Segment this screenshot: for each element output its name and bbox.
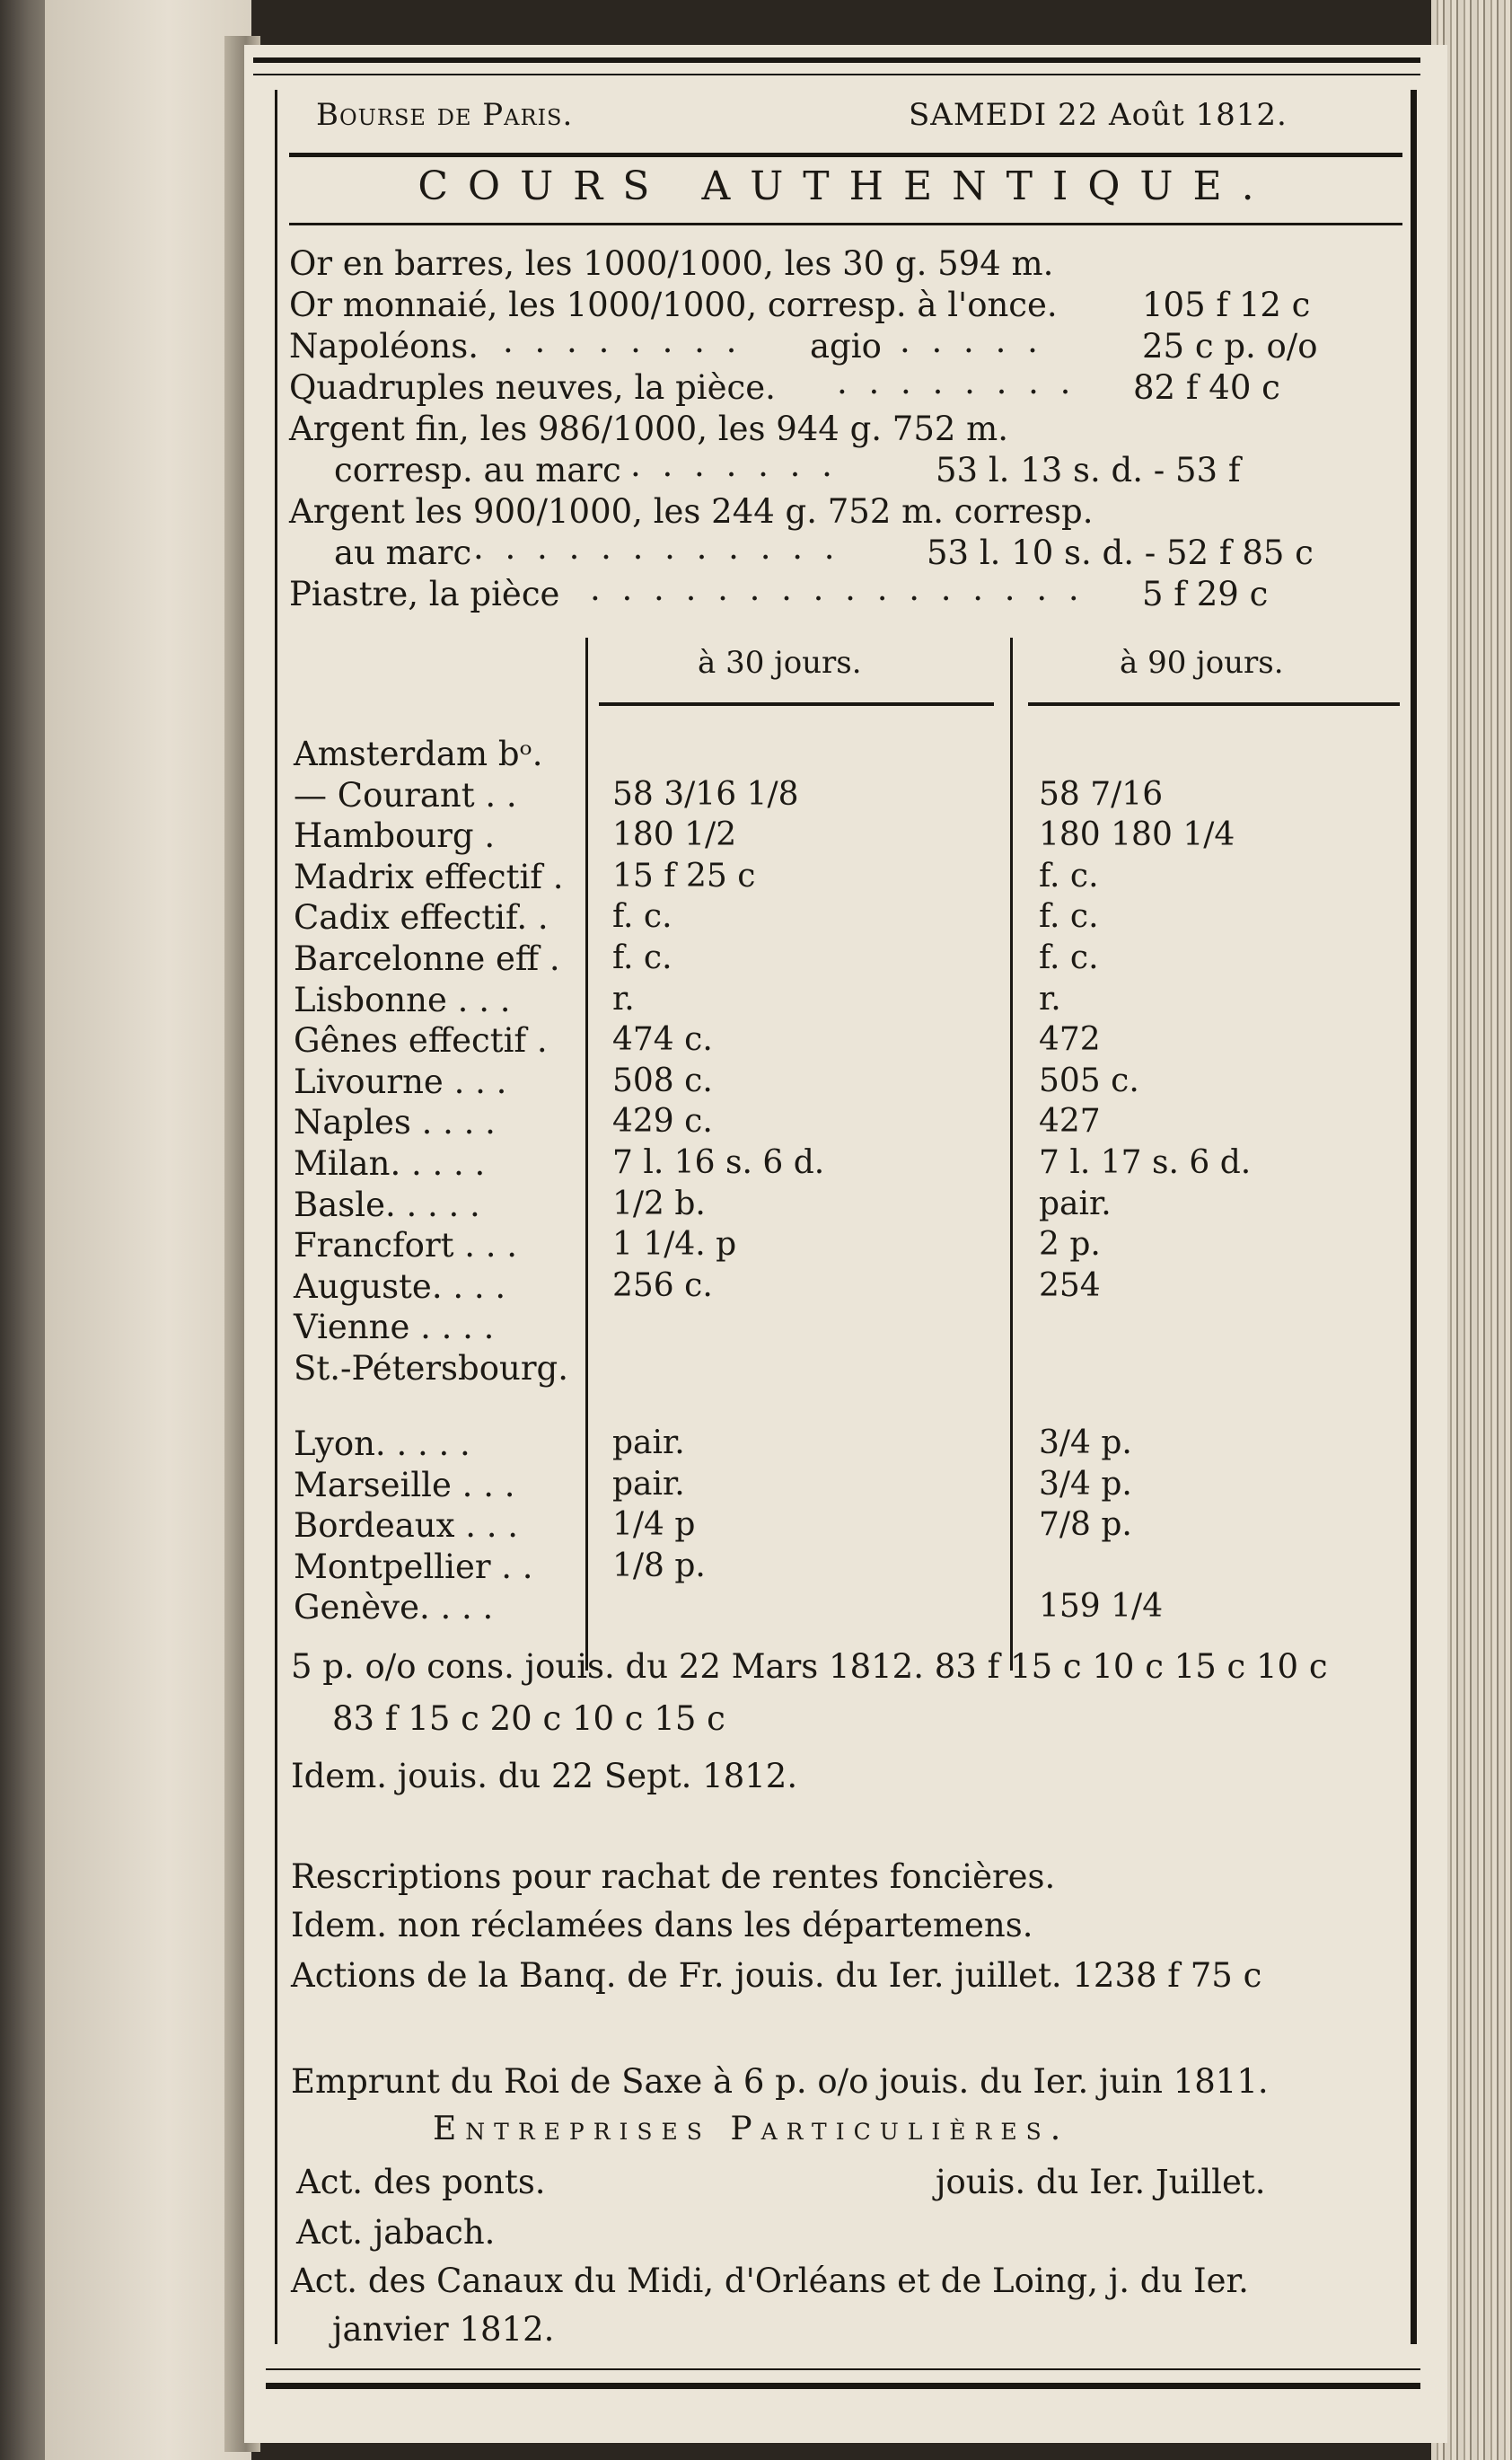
col-header-rule bbox=[1028, 702, 1400, 706]
rate-90-days: f. c. bbox=[1039, 898, 1099, 936]
rate-90-days: f. c. bbox=[1039, 857, 1099, 895]
exchange-city: Vienne . . . . bbox=[294, 1308, 495, 1347]
exchange-city: Madrix effectif . bbox=[294, 857, 564, 896]
leader-dots: . . . . . . . . bbox=[837, 363, 1077, 401]
exchange-city: Cadix effectif. . bbox=[294, 898, 549, 938]
header-rule bbox=[289, 153, 1402, 157]
metal-value: 53 l. 10 s. d. - 52 f 85 c bbox=[927, 533, 1314, 572]
rate-90-days: 7 l. 17 s. 6 d. bbox=[1039, 1144, 1252, 1181]
rate-90-days: 254 bbox=[1039, 1266, 1101, 1304]
rate-90-days: 3/4 p. bbox=[1039, 1424, 1132, 1461]
other-line: Actions de la Banq. de Fr. jouis. du Ier. juillet. 1238 f 75 c bbox=[291, 1956, 1262, 1995]
exchange-city: Livourne . . . bbox=[294, 1062, 507, 1101]
page-title: COURS AUTHENTIQUE. bbox=[418, 163, 1274, 209]
exchange-city: Hambourg . bbox=[294, 816, 496, 856]
page-content bbox=[244, 45, 1447, 2443]
other-line: Idem. non réclamées dans les départemens. bbox=[291, 1906, 1033, 1944]
metal-line: Napoléons. bbox=[289, 327, 479, 366]
document-page bbox=[244, 45, 1447, 2443]
exchange-city: Bordeaux . . . bbox=[294, 1506, 519, 1546]
rate-90-days: 180 180 1/4 bbox=[1039, 816, 1235, 854]
leader-dots: . . . . . . . . bbox=[503, 322, 743, 360]
col-header-rule bbox=[599, 702, 994, 706]
rentes-line: 5 p. o/o cons. jouis. du 22 Mars 1812. 83 f 15 c 10 c 15 c 10 c bbox=[291, 1647, 1328, 1686]
leader-dots: . . . . . . . . . . . . bbox=[473, 528, 840, 567]
header-date: SAMEDI 22 Août 1812. bbox=[909, 97, 1288, 133]
entreprise-date: jouis. du Ier. Juillet. bbox=[936, 2163, 1266, 2201]
exchange-city: Amsterdam bᵒ. bbox=[294, 735, 543, 773]
metal-line: corresp. au marc bbox=[334, 451, 621, 489]
exchange-city: Milan. . . . . bbox=[294, 1144, 486, 1183]
rate-30-days: 1/8 p. bbox=[612, 1547, 706, 1584]
metal-value: 105 f 12 c bbox=[1142, 286, 1311, 324]
table-divider-left bbox=[585, 638, 588, 1671]
exchange-city: Marseille . . . bbox=[294, 1465, 515, 1504]
rate-30-days: f. c. bbox=[612, 898, 672, 936]
rate-30-days: 58 3/16 1/8 bbox=[612, 775, 799, 813]
exchange-city: Gênes effectif . bbox=[294, 1021, 548, 1061]
metal-value: 5 f 29 c bbox=[1142, 575, 1269, 613]
metal-value: 53 l. 13 s. d. - 53 f bbox=[936, 451, 1241, 489]
metal-line: Or en barres, les 1000/1000, les 30 g. 594 m. bbox=[289, 244, 1054, 283]
rate-90-days: 2 p. bbox=[1039, 1226, 1101, 1264]
exchange-city: Lyon. . . . . bbox=[294, 1424, 470, 1463]
rate-90-days: pair. bbox=[1039, 1185, 1112, 1222]
rate-90-days: f. c. bbox=[1039, 939, 1099, 976]
rate-90-days: 7/8 p. bbox=[1039, 1506, 1132, 1544]
entreprise-line: Act. jabach. bbox=[296, 2213, 496, 2252]
exchange-city: Francfort . . . bbox=[294, 1226, 518, 1265]
exchange-city: St.-Pétersbourg. bbox=[294, 1349, 568, 1388]
rate-30-days: 15 f 25 c bbox=[612, 857, 756, 895]
entreprise-line: janvier 1812. bbox=[332, 2310, 555, 2349]
other-line: Rescriptions pour rachat de rentes foncières. bbox=[291, 1857, 1056, 1896]
rate-90-days: 427 bbox=[1039, 1103, 1101, 1141]
col-header-90: à 90 jours. bbox=[1120, 645, 1284, 681]
title-rule bbox=[289, 223, 1402, 225]
metal-line: Quadruples neuves, la pièce. bbox=[289, 368, 776, 407]
rate-30-days: f. c. bbox=[612, 939, 672, 976]
rate-30-days: r. bbox=[612, 980, 635, 1018]
table-divider-right bbox=[1010, 638, 1013, 1671]
rentes-line: Idem. jouis. du 22 Sept. 1812. bbox=[291, 1757, 798, 1795]
rate-30-days: pair. bbox=[612, 1465, 685, 1503]
metal-line: Or monnaié, les 1000/1000, corresp. à l'once. bbox=[289, 286, 1058, 324]
rate-30-days: 474 c. bbox=[612, 1021, 713, 1059]
rate-90-days: 58 7/16 bbox=[1039, 775, 1164, 813]
emprunt-line: Emprunt du Roi de Saxe à 6 p. o/o jouis. du Ier. juin 1811. bbox=[291, 2062, 1269, 2101]
rate-30-days: 429 c. bbox=[612, 1103, 713, 1141]
metal-line: Piastre, la pièce bbox=[289, 575, 560, 613]
rate-30-days: pair. bbox=[612, 1424, 685, 1461]
rate-90-days: 159 1/4 bbox=[1039, 1588, 1164, 1626]
exchange-city: Genève. . . . bbox=[294, 1588, 494, 1627]
exchange-city: Basle. . . . . bbox=[294, 1185, 480, 1224]
left-page-edge bbox=[45, 0, 251, 2460]
exchange-city: — Courant . . bbox=[294, 775, 517, 815]
rate-90-days: 3/4 p. bbox=[1039, 1465, 1132, 1503]
header-left: Bourse de Paris. bbox=[316, 97, 574, 133]
rate-90-days: 472 bbox=[1039, 1021, 1101, 1059]
metal-value: 82 f 40 c bbox=[1133, 368, 1280, 407]
exchange-city: Lisbonne . . . bbox=[294, 980, 511, 1019]
metal-line: Argent fin, les 986/1000, les 944 g. 752 m. bbox=[289, 410, 1009, 448]
rate-30-days: 1 1/4. p bbox=[612, 1226, 737, 1264]
rate-30-days: 180 1/2 bbox=[612, 816, 737, 854]
section-title: Entreprises Particulières. bbox=[433, 2111, 1070, 2147]
leader-dots: . . . . . . . . . . . . . . . . bbox=[590, 569, 1085, 608]
leader-dots: . . . . . bbox=[900, 322, 1043, 360]
entreprise-line: Act. des ponts. bbox=[296, 2163, 546, 2201]
rate-30-days: 1/2 b. bbox=[612, 1185, 706, 1222]
leader-dots: . . . . . . . bbox=[630, 445, 838, 484]
exchange-city: Montpellier . . bbox=[294, 1547, 533, 1586]
exchange-city: Barcelonne eff . bbox=[294, 939, 560, 978]
exchange-city: Naples . . . . bbox=[294, 1103, 496, 1142]
entreprise-line: Act. des Canaux du Midi, d'Orléans et de Loing, j. du Ier. bbox=[291, 2262, 1249, 2300]
metal-line: Argent les 900/1000, les 244 g. 752 m. corresp. bbox=[289, 492, 1094, 531]
metal-line: au marc bbox=[334, 533, 472, 572]
metal-mid: agio bbox=[810, 327, 882, 366]
rate-30-days: 256 c. bbox=[612, 1266, 713, 1304]
rate-30-days: 508 c. bbox=[612, 1062, 713, 1099]
rate-30-days: 1/4 p bbox=[612, 1506, 696, 1544]
rate-30-days: 7 l. 16 s. 6 d. bbox=[612, 1144, 825, 1181]
rate-90-days: 505 c. bbox=[1039, 1062, 1139, 1099]
exchange-city: Auguste. . . . bbox=[294, 1266, 506, 1306]
col-header-30: à 30 jours. bbox=[698, 645, 862, 681]
metal-value: 25 c p. o/o bbox=[1142, 327, 1318, 366]
rentes-line: 83 f 15 c 20 c 10 c 15 c bbox=[332, 1699, 725, 1738]
rate-90-days: r. bbox=[1039, 980, 1061, 1018]
